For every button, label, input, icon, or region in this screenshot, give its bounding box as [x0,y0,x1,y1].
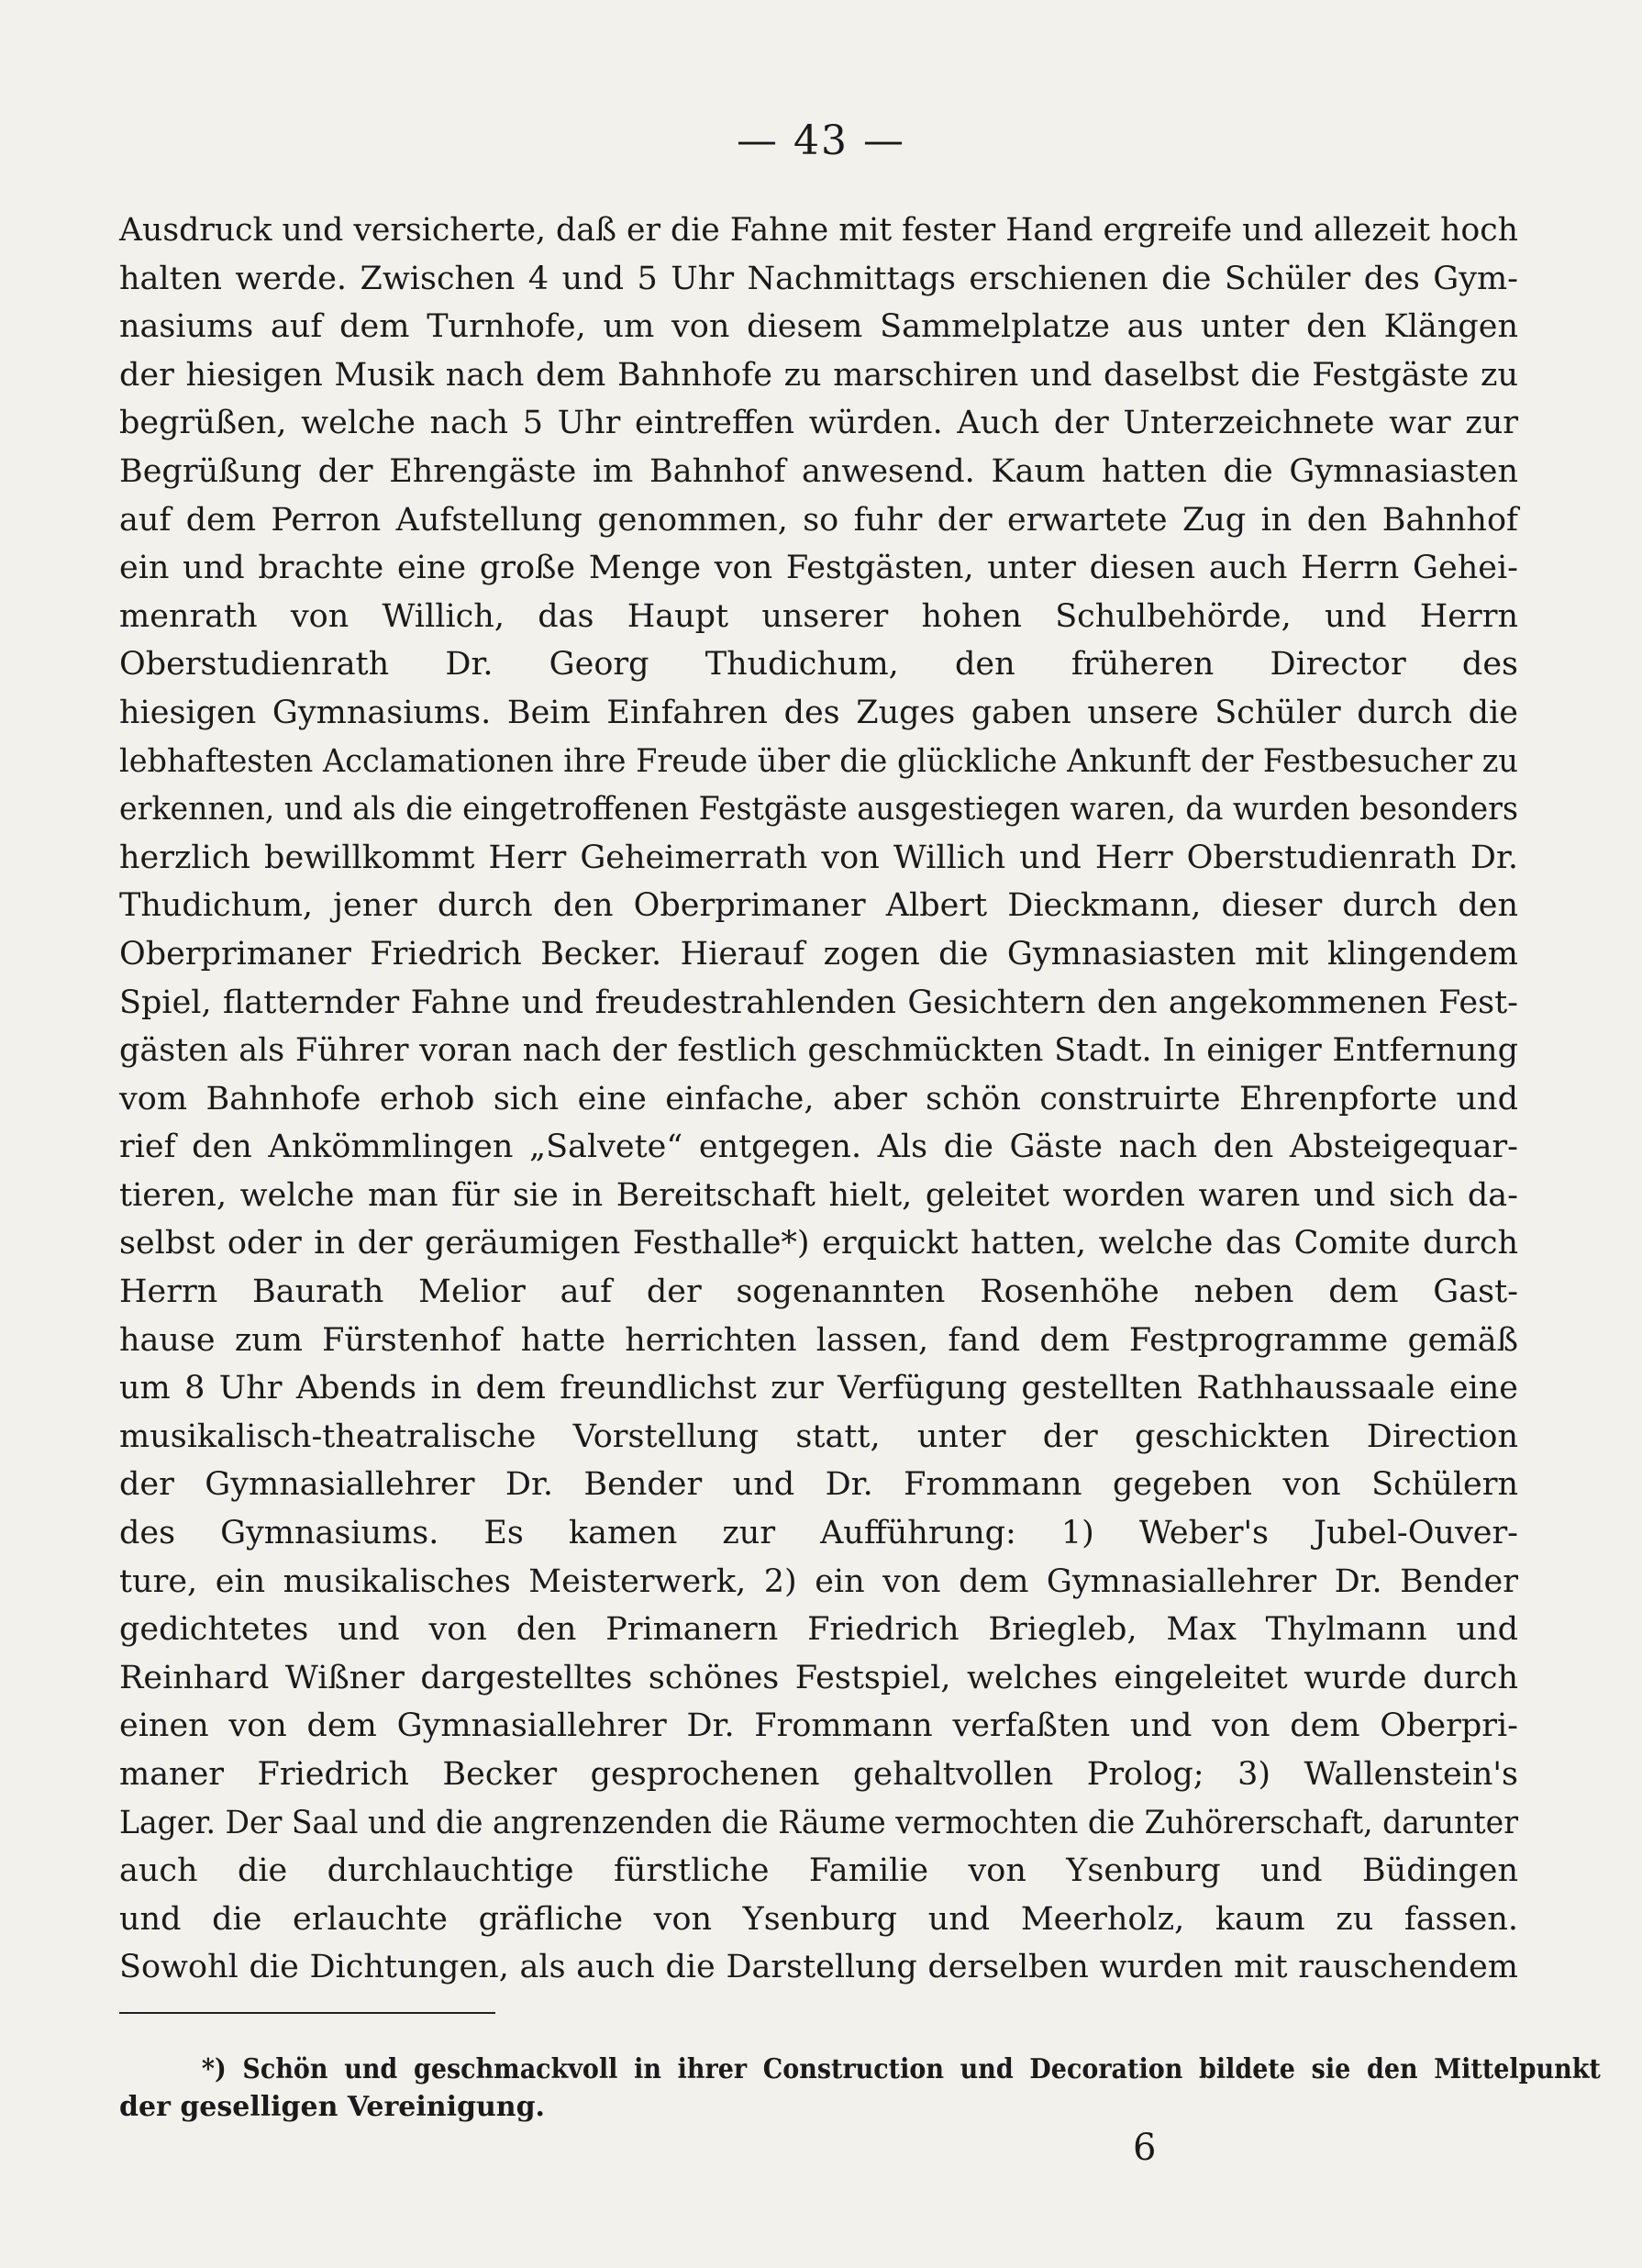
footnote-line: der geselligen Vereinigung. [119,2091,545,2123]
text-line: gedichtetes und von den Primanern Friedrich Briegleb, Max Thylmann und [119,1611,1518,1649]
footnote-line: *) Schön und geschmackvoll in ihrer Construction und Decoration bildete sie den Mittelpunkt [201,2053,1601,2085]
text-line: Oberprimaner Friedrich Becker. Hierauf zogen die Gymnasiasten mit klingendem [119,935,1518,973]
text-line: selbst oder in der geräumigen Festhalle*) erquickt hatten, welche das Comite durch [119,1225,1518,1262]
text-line: erkennen, und als die eingetroffenen Festgäste ausgestiegen waren, da wurden besonders [119,791,1518,828]
text-line: halten werde. Zwischen 4 und 5 Uhr Nachmittags erschienen die Schüler des Gym- [119,260,1518,297]
page-number: — 43 — [737,117,905,164]
text-line: hiesigen Gymnasiums. Beim Einfahren des Zuges gaben unsere Schüler durch die [119,694,1518,731]
text-line: auf dem Perron Aufstellung genommen, so fuhr der erwartete Zug in den Bahnhof [119,501,1518,539]
text-line: Spiel, flatternder Fahne und freudestrahlenden Gesichtern den angekommenen Fest- [119,984,1518,1021]
text-line: herzlich bewillkommt Herr Geheimerrath von Willich und Herr Oberstudienrath Dr. [119,839,1518,876]
body-text [119,206,1518,1992]
text-line: auch die durchlauchtige fürstliche Familie von Ysenburg und Büdingen [119,1852,1518,1890]
text-line: Thudichum, jener durch den Oberprimaner Albert Dieckmann, dieser durch den [119,887,1518,925]
text-line: Reinhard Wißner dargestelltes schönes Festspiel, welches eingeleitet wurde durch [119,1659,1518,1696]
footnote [119,2051,1601,2126]
text-line: Begrüßung der Ehrengäste im Bahnhof anwesend. Kaum hatten die Gymnasiasten [119,452,1518,490]
text-line: Sowohl die Dichtungen, als auch die Darstellung derselben wurden mit rauschendem [119,1949,1518,1986]
text-line: der Gymnasiallehrer Dr. Bender und Dr. Frommann gegeben von Schülern [119,1466,1518,1504]
text-line: Oberstudienrath Dr. Georg Thudichum, den früheren Director des [119,646,1518,684]
sheet-signature: 6 [1133,2127,1157,2169]
footnote-divider [119,2012,495,2014]
text-line: maner Friedrich Becker gesprochenen gehaltvollen Prolog; 3) Wallenstein's [119,1756,1518,1793]
text-line: einen von dem Gymnasiallehrer Dr. Frommann verfaßten und von dem Oberpri- [119,1707,1518,1745]
text-line: rief den Ankömmlingen „Salvete“ entgegen. Als die Gäste nach den Absteigequar- [119,1128,1518,1166]
text-line: um 8 Uhr Abends in dem freundlichst zur Verfügung gestellten Rathhaussaale eine [119,1370,1518,1407]
text-line: tieren, welche man für sie in Bereitschaft hielt, geleitet worden waren und sich da- [119,1176,1518,1214]
text-line: Ausdruck und versicherte, daß er die Fahne mit fester Hand ergreife und allezeit hoch [119,212,1518,249]
text-line: ture, ein musikalisches Meisterwerk, 2) ein von dem Gymnasiallehrer Dr. Bender [119,1562,1518,1600]
text-line: des Gymnasiums. Es kamen zur Aufführung: 1) Weber's Jubel-Ouver- [119,1515,1518,1552]
text-line: Lager. Der Saal und die angrenzenden die Räume vermochten die Zuhörerschaft, darunter [119,1804,1518,1841]
text-line: der hiesigen Musik nach dem Bahnhofe zu marschiren und daselbst die Festgäste zu [119,356,1518,394]
text-line: lebhaftesten Acclamationen ihre Freude über die glückliche Ankunft der Festbesucher zu [119,742,1518,780]
text-line: menrath von Willich, das Haupt unserer hohen Schulbehörde, und Herrn [119,597,1518,635]
text-line: musikalisch-theatralische Vorstellung statt, unter der geschickten Direction [119,1418,1518,1455]
text-line: und die erlauchte gräfliche von Ysenburg und Meerholz, kaum zu fassen. [119,1900,1518,1938]
text-line: hause zum Fürstenhof hatte herrichten lassen, fand dem Festprogramme gemäß [119,1321,1518,1359]
text-line: begrüßen, welche nach 5 Uhr eintreffen würden. Auch der Unterzeichnete war zur [119,405,1518,442]
text-line: Herrn Baurath Melior auf der sogenannten Rosenhöhe neben dem Gast- [119,1273,1518,1311]
text-line: gästen als Führer voran nach der festlich geschmückten Stadt. In einiger Entfernung [119,1032,1518,1070]
text-line: vom Bahnhofe erhob sich eine einfache, aber schön construirte Ehrenpforte und [119,1080,1518,1117]
text-line: ein und brachte eine große Menge von Festgästen, unter diesen auch Herrn Gehei- [119,550,1518,587]
text-line: nasiums auf dem Turnhofe, um von diesem Sammelplatze aus unter den Klängen [119,308,1518,346]
